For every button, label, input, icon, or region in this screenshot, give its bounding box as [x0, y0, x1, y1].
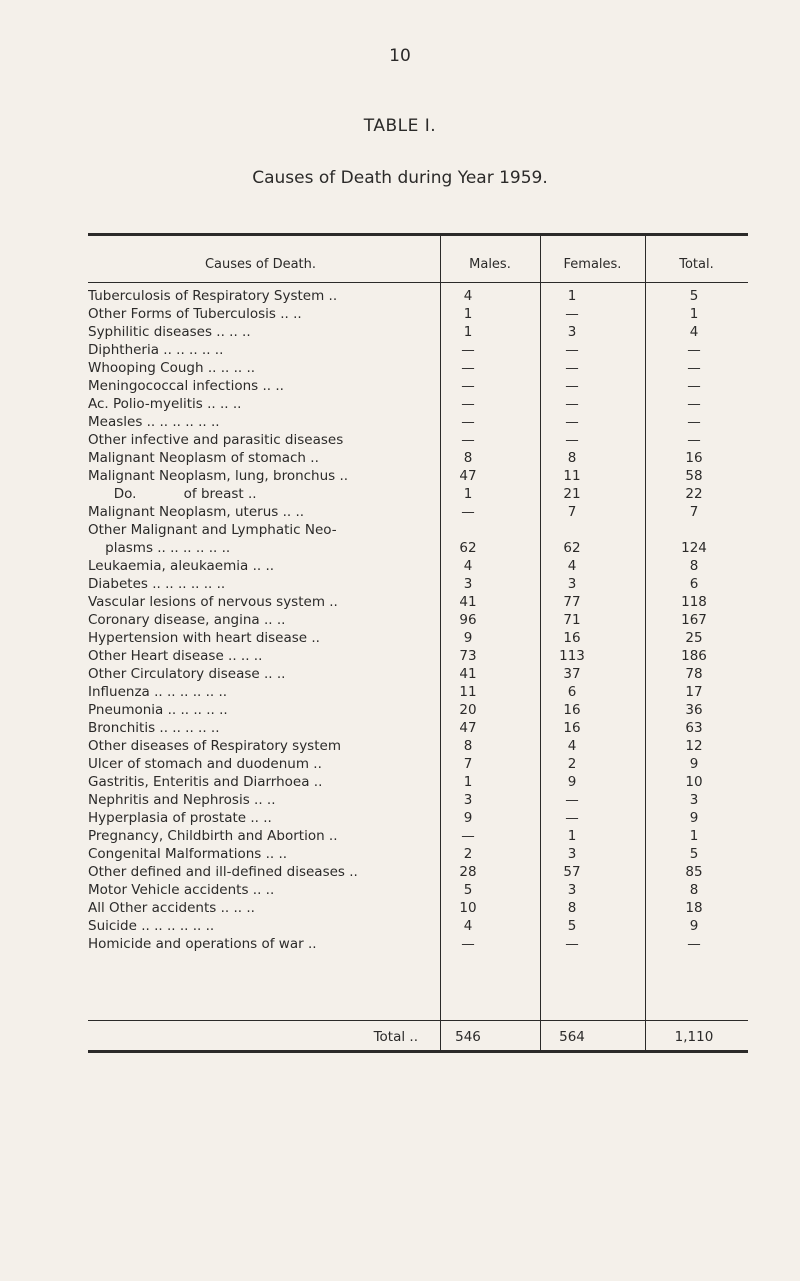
table-row [88, 287, 748, 305]
males-total: 546 [455, 1029, 481, 1045]
males-cell: 9 [463, 810, 473, 826]
total-cell: 25 [685, 630, 703, 646]
females-cell: 3 [567, 846, 577, 862]
males-cell: 4 [463, 288, 473, 304]
females-cell: 77 [563, 594, 581, 610]
cause-cell: Leukaemia, aleukaemia .. .. [88, 558, 275, 574]
total-cell: 6 [689, 576, 699, 592]
cause-cell: Suicide .. .. .. .. .. .. [88, 918, 215, 934]
table-row [88, 863, 748, 881]
total-cell: 4 [689, 324, 699, 340]
total-cell: 17 [685, 684, 703, 700]
females-cell: 7 [567, 504, 577, 520]
males-cell: 4 [463, 558, 473, 574]
females-total: 564 [559, 1029, 585, 1045]
males-cell: — [461, 828, 475, 844]
header-total: Total. [679, 257, 714, 272]
males-cell: 4 [463, 918, 473, 934]
header-causes: Causes of Death. [204, 257, 317, 272]
cause-cell: Hyperplasia of prostate .. .. [88, 810, 272, 826]
cause-cell: Pneumonia .. .. .. .. .. [88, 702, 228, 718]
total-cell: 36 [685, 702, 703, 718]
table-row [88, 719, 748, 737]
females-cell: 8 [567, 450, 577, 466]
males-cell: 1 [463, 306, 473, 322]
males-cell: 5 [463, 882, 473, 898]
total-cell: 9 [689, 810, 699, 826]
females-cell: 3 [567, 324, 577, 340]
females-cell: — [565, 792, 579, 808]
total-cell: 186 [681, 648, 707, 664]
total-cell: 9 [689, 918, 699, 934]
total-cell: 8 [689, 558, 699, 574]
females-cell: 1 [567, 288, 577, 304]
table-row [88, 899, 748, 917]
header-females: Females. [563, 257, 622, 272]
table-row [88, 683, 748, 701]
table-row [88, 431, 748, 449]
table-row [88, 827, 748, 845]
cause-cell: Measles .. .. .. .. .. .. [88, 414, 220, 430]
table-bottom-rule [88, 1050, 748, 1053]
females-cell: 4 [567, 738, 577, 754]
females-cell: — [565, 432, 579, 448]
table-row [88, 575, 748, 593]
females-cell: 62 [563, 540, 581, 556]
table-row [88, 791, 748, 809]
females-cell: — [565, 936, 579, 952]
total-cell: 10 [685, 774, 703, 790]
females-cell: — [565, 342, 579, 358]
table-title: TABLE I. [363, 116, 437, 136]
cause-cell: Malignant Neoplasm, uterus .. .. [88, 504, 305, 520]
table-row [88, 395, 748, 413]
females-cell: 11 [563, 468, 581, 484]
males-cell: 8 [463, 738, 473, 754]
total-cell: 16 [685, 450, 703, 466]
males-cell: 47 [459, 468, 477, 484]
totals-top-rule [88, 1020, 748, 1021]
cause-cell: Congenital Malformations .. .. [88, 846, 288, 862]
females-cell: 71 [563, 612, 581, 628]
cause-cell: Syphilitic diseases .. .. .. [88, 324, 251, 340]
females-cell: 21 [563, 486, 581, 502]
females-cell: — [565, 306, 579, 322]
females-cell: 37 [563, 666, 581, 682]
cause-cell: Other diseases of Respiratory system [88, 738, 341, 754]
table-row [88, 755, 748, 773]
males-cell: — [461, 342, 475, 358]
table-row [88, 629, 748, 647]
males-cell: 62 [459, 540, 477, 556]
table-top-rule [88, 233, 748, 236]
females-cell: 57 [563, 864, 581, 880]
table-row [88, 809, 748, 827]
males-cell: — [461, 936, 475, 952]
table-row [88, 467, 748, 485]
males-cell: — [461, 504, 475, 520]
table-row [88, 701, 748, 719]
males-cell: 1 [463, 324, 473, 340]
table-row [88, 413, 748, 431]
total-cell: 5 [689, 846, 699, 862]
table-row [88, 377, 748, 395]
males-cell: 8 [463, 450, 473, 466]
cause-cell: Gastritis, Enteritis and Diarrhoea .. [88, 774, 323, 790]
table-row [88, 935, 748, 953]
females-cell: 2 [567, 756, 577, 772]
cause-cell: Homicide and operations of war .. [88, 936, 317, 952]
total-cell: 167 [681, 612, 707, 628]
females-cell: — [565, 810, 579, 826]
table-row [88, 305, 748, 323]
table-row [88, 449, 748, 467]
cause-cell: Hypertension with heart disease .. [88, 630, 320, 646]
cause-cell: plasms .. .. .. .. .. .. [88, 540, 231, 556]
total-cell: 9 [689, 756, 699, 772]
header-males: Males. [469, 257, 511, 272]
females-cell: 16 [563, 720, 581, 736]
total-cell: 118 [681, 594, 707, 610]
cause-cell: Vascular lesions of nervous system .. [88, 594, 338, 610]
females-cell: 9 [567, 774, 577, 790]
males-cell: 41 [459, 594, 477, 610]
cause-cell: Ac. Polio-myelitis .. .. .. [88, 396, 242, 412]
males-cell: 28 [459, 864, 477, 880]
total-cell: 8 [689, 882, 699, 898]
males-cell: 41 [459, 666, 477, 682]
total-cell: — [687, 342, 701, 358]
total-cell: 1 [689, 306, 699, 322]
cause-cell: Influenza .. .. .. .. .. .. [88, 684, 228, 700]
cause-cell: Malignant Neoplasm, lung, bronchus .. [88, 468, 349, 484]
table-row [88, 593, 748, 611]
females-cell: 3 [567, 576, 577, 592]
cause-cell: Other Heart disease .. .. .. [88, 648, 263, 664]
total-cell: — [687, 396, 701, 412]
cause-cell: Do. of breast .. [88, 486, 257, 502]
males-cell: 47 [459, 720, 477, 736]
table-row [88, 485, 748, 503]
cause-cell: Ulcer of stomach and duodenum .. [88, 756, 322, 772]
total-cell: 85 [685, 864, 703, 880]
males-cell: — [461, 414, 475, 430]
header-rule [88, 282, 748, 283]
cause-cell: Other Circulatory disease .. .. [88, 666, 286, 682]
cause-cell: Diphtheria .. .. .. .. .. [88, 342, 224, 358]
total-cell: — [687, 936, 701, 952]
total-cell: 22 [685, 486, 703, 502]
females-cell: 4 [567, 558, 577, 574]
cause-cell: Other infective and parasitic diseases [88, 432, 344, 448]
table-row [88, 611, 748, 629]
total-cell: — [687, 432, 701, 448]
table-row [88, 773, 748, 791]
males-cell: 10 [459, 900, 477, 916]
table-row [88, 845, 748, 863]
cause-cell: Diabetes .. .. .. .. .. .. [88, 576, 226, 592]
totals-row [88, 1028, 748, 1046]
cause-cell: Other Forms of Tuberculosis .. .. [88, 306, 302, 322]
cause-cell: Motor Vehicle accidents .. .. [88, 882, 275, 898]
females-cell: 16 [563, 630, 581, 646]
grand-total: 1,110 [674, 1029, 714, 1045]
males-cell: 73 [459, 648, 477, 664]
males-cell: 96 [459, 612, 477, 628]
cause-cell: Other Malignant and Lymphatic Neo- [88, 522, 337, 538]
table-row [88, 323, 748, 341]
table-subtitle: Causes of Death during Year 1959. [252, 168, 548, 188]
females-cell: — [565, 378, 579, 394]
total-cell: 18 [685, 900, 703, 916]
total-cell: 1 [689, 828, 699, 844]
table-row [88, 341, 748, 359]
males-cell: — [461, 396, 475, 412]
total-cell: 78 [685, 666, 703, 682]
cause-cell: All Other accidents .. .. .. [88, 900, 255, 916]
males-cell: — [461, 360, 475, 376]
table-row [88, 881, 748, 899]
females-cell: 6 [567, 684, 577, 700]
males-cell: 9 [463, 630, 473, 646]
total-cell: 3 [689, 792, 699, 808]
males-cell: 1 [463, 774, 473, 790]
table-row [88, 917, 748, 935]
cause-cell: Pregnancy, Childbirth and Abortion .. [88, 828, 338, 844]
females-cell: 8 [567, 900, 577, 916]
females-cell: 16 [563, 702, 581, 718]
total-cell: 12 [685, 738, 703, 754]
cause-cell: Tuberculosis of Respiratory System .. [88, 288, 338, 304]
males-cell: 11 [459, 684, 477, 700]
males-cell: 1 [463, 486, 473, 502]
females-cell: 1 [567, 828, 577, 844]
totals-label: Total .. [373, 1029, 418, 1045]
males-cell: 3 [463, 576, 473, 592]
males-cell: 20 [459, 702, 477, 718]
males-cell: — [461, 378, 475, 394]
females-cell: — [565, 396, 579, 412]
page-number: 10 [389, 46, 411, 66]
males-cell: 3 [463, 792, 473, 808]
total-cell: 5 [689, 288, 699, 304]
cause-cell: Meningococcal infections .. .. [88, 378, 284, 394]
total-cell: — [687, 378, 701, 394]
cause-cell: Coronary disease, angina .. .. [88, 612, 286, 628]
cause-cell: Other defined and ill-defined diseases .. [88, 864, 358, 880]
males-cell: — [461, 432, 475, 448]
females-cell: 113 [559, 648, 585, 664]
table-row [88, 665, 748, 683]
females-cell: 3 [567, 882, 577, 898]
total-cell: — [687, 360, 701, 376]
cause-cell: Whooping Cough .. .. .. .. [88, 360, 256, 376]
males-cell: 7 [463, 756, 473, 772]
females-cell: 5 [567, 918, 577, 934]
table-row [88, 539, 748, 557]
table-row [88, 737, 748, 755]
males-cell: 2 [463, 846, 473, 862]
total-cell: — [687, 414, 701, 430]
total-cell: 7 [689, 504, 699, 520]
total-cell: 58 [685, 468, 703, 484]
cause-cell: Bronchitis .. .. .. .. .. [88, 720, 220, 736]
total-cell: 124 [681, 540, 707, 556]
total-cell: 63 [685, 720, 703, 736]
table-row [88, 359, 748, 377]
cause-cell: Nephritis and Nephrosis .. .. [88, 792, 276, 808]
cause-cell: Malignant Neoplasm of stomach .. [88, 450, 319, 466]
table-row [88, 647, 748, 665]
table-row [88, 521, 748, 539]
table-row [88, 557, 748, 575]
females-cell: — [565, 360, 579, 376]
table-row [88, 503, 748, 521]
females-cell: — [565, 414, 579, 430]
